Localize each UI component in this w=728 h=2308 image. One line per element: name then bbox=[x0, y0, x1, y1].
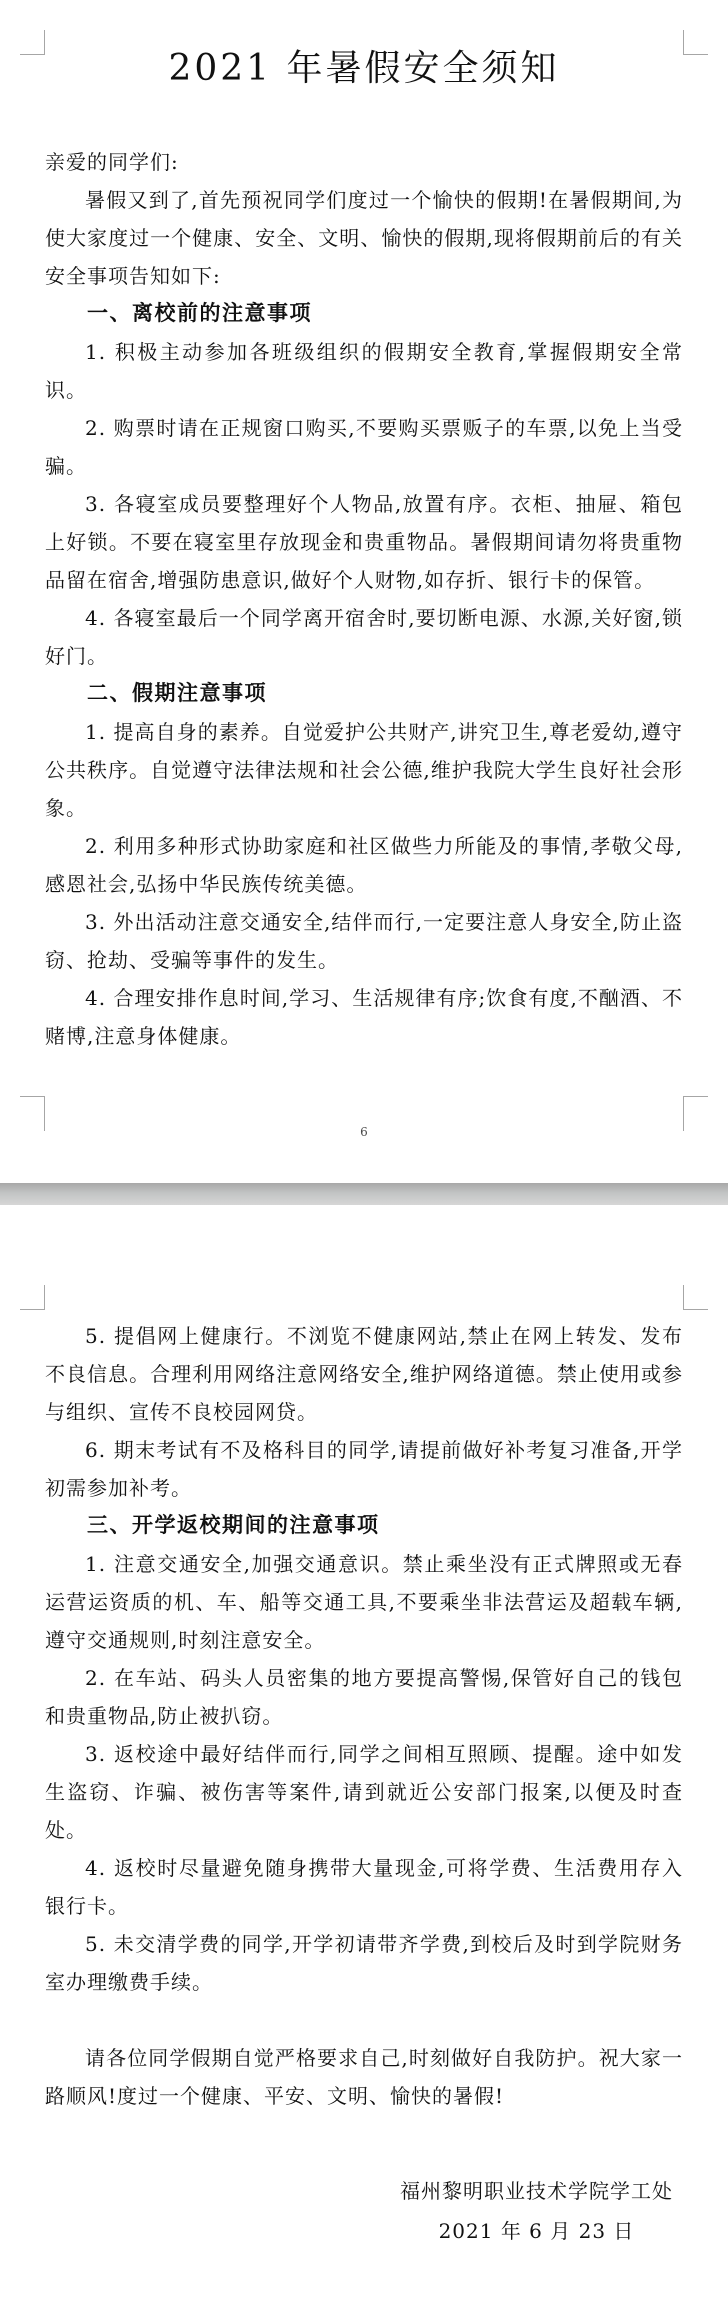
signature-date: 2021 年 6 月 23 日 bbox=[438, 2219, 635, 2243]
blank-line bbox=[45, 2001, 683, 2039]
paragraph: 1. 提高自身的素养。自觉爱护公共财产,讲究卫生,尊老爱幼,遵守公共秩序。自觉遵守法律法规和社会公德,维护我院大学生良好社会形象。 bbox=[45, 719, 683, 820]
paragraph: 亲爱的同学们: bbox=[45, 149, 179, 174]
paragraph: 5. 提倡网上健康行。不浏览不健康网站,禁止在网上转发、发布不良信息。合理利用网络注意网络安全,维护网络道德。禁止使用或参与组织、宣传不良校园网贷。 bbox=[45, 1324, 683, 1424]
page-2-content bbox=[45, 1205, 683, 2115]
signature-organization: 福州黎明职业技术学院学工处 bbox=[400, 2179, 673, 2203]
paragraph: 请各位同学假期自觉严格要求自己,时刻做好自我防护。祝大家一路顺风!度过一个健康、平安、文明、愉快的暑假! bbox=[45, 2046, 683, 2108]
page-number: 6 bbox=[360, 1125, 368, 1139]
paragraph: 2. 在车站、码头人员密集的地方要提高警惕,保管好自己的钱包和贵重物品,防止被扒窃。 bbox=[45, 1666, 683, 1728]
margin-mark-icon bbox=[20, 30, 45, 55]
section-heading: 二、假期注意事项 bbox=[87, 681, 267, 705]
paragraph: 1. 注意交通安全,加强交通意识。禁止乘坐没有正式牌照或无春运营运资质的机、车、船等交通工具,不要乘坐非法营运及超载车辆,遵守交通规则,时刻注意安全。 bbox=[45, 1552, 683, 1652]
paragraph: 4. 合理安排作息时间,学习、生活规律有序;饮食有度,不酗酒、不赌博,注意身体健康。 bbox=[45, 985, 683, 1048]
margin-mark-icon bbox=[683, 1285, 708, 1310]
paragraph: 2. 购票时请在正规窗口购买,不要购买票贩子的车票,以免上当受骗。 bbox=[45, 415, 683, 478]
paragraph: 3. 外出活动注意交通安全,结伴而行,一定要注意人身安全,防止盗窃、抢劫、受骗等事件的发生。 bbox=[45, 909, 683, 972]
paragraph: 6. 期末考试有不及格科目的同学,请提前做好补考复习准备,开学初需参加补考。 bbox=[45, 1438, 683, 1500]
paragraph: 4. 返校时尽量避免随身携带大量现金,可将学费、生活费用存入银行卡。 bbox=[45, 1856, 683, 1918]
page-separator bbox=[0, 1183, 728, 1205]
section-heading: 三、开学返校期间的注意事项 bbox=[87, 1514, 380, 1537]
paragraph: 3. 各寝室成员要整理好个人物品,放置有序。衣柜、抽屉、箱包上好锁。不要在寝室里存放现金和贵重物品。暑假期间请勿将贵重物品留在宿舍,增强防患意识,做好个人财物,如存折、银行卡的保管。 bbox=[45, 491, 683, 592]
signature-block bbox=[45, 2171, 673, 2251]
document-title: 2021 年暑假安全须知 bbox=[168, 48, 560, 89]
paragraph: 5. 未交清学费的同学,开学初请带齐学费,到校后及时到学院财务室办理缴费手续。 bbox=[45, 1932, 683, 1994]
margin-mark-icon bbox=[683, 30, 708, 55]
paragraph: 4. 各寝室最后一个同学离开宿舍时,要切断电源、水源,关好窗,锁好门。 bbox=[45, 605, 683, 668]
paragraph: 暑假又到了,首先预祝同学们度过一个愉快的假期!在暑假期间,为使大家度过一个健康、安全、文明、愉快的假期,现将假期前后的有关安全事项告知如下: bbox=[45, 187, 683, 288]
section-heading: 一、离校前的注意事项 bbox=[87, 301, 312, 325]
paragraph: 3. 返校途中最好结伴而行,同学之间相互照顾、提醒。途中如发生盗窃、诈骗、被伤害等案件,请到就近公安部门报案,以便及时查处。 bbox=[45, 1742, 683, 1842]
signature-inner bbox=[400, 2171, 673, 2251]
page-2 bbox=[0, 1205, 728, 2308]
page-1-content bbox=[45, 143, 683, 1055]
paragraph: 2. 利用多种形式协助家庭和社区做些力所能及的事情,孝敬父母,感恩社会,弘扬中华民族传统美德。 bbox=[45, 833, 683, 896]
margin-mark-icon bbox=[20, 1285, 45, 1310]
paragraph: 1. 积极主动参加各班级组织的假期安全教育,掌握假期安全常识。 bbox=[45, 339, 683, 402]
